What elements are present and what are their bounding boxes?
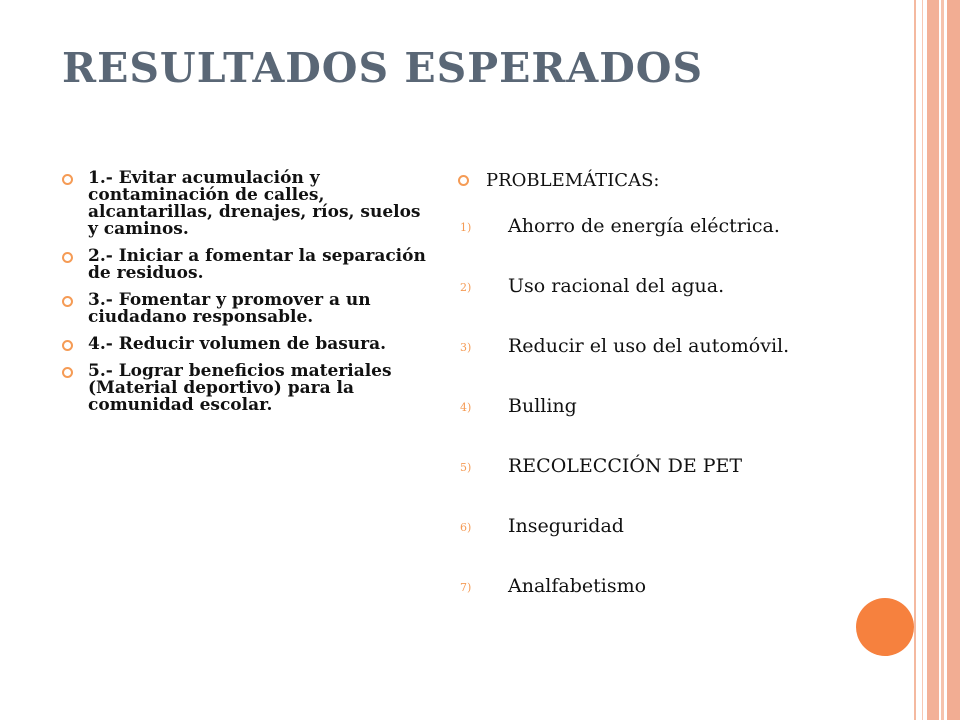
list-item-text: Ahorro de energía eléctrica. <box>508 215 780 237</box>
expected-results-list <box>62 170 430 414</box>
list-item-text: RECOLECCIÓN DE PET <box>508 455 743 477</box>
list-item-text: 5.- Lograr beneficios materiales (Material deportivo) para la comunidad escolar. <box>88 361 392 415</box>
list-item <box>458 275 858 335</box>
list-item <box>62 292 430 326</box>
slide-title: RESULTADOS ESPERADOS <box>62 44 704 92</box>
list-item <box>458 395 858 455</box>
list-item-text: 2.- Iniciar a fomentar la separación de residuos. <box>88 246 426 283</box>
problematicas-header-text: PROBLEMÁTICAS: <box>486 170 660 191</box>
list-item-number: 1) <box>460 221 472 234</box>
expected-results-column <box>62 170 430 424</box>
list-item <box>458 335 858 395</box>
list-item-text: Bulling <box>508 395 577 417</box>
list-item <box>62 363 430 414</box>
list-item-number: 6) <box>460 521 472 534</box>
list-item <box>458 575 858 635</box>
list-item-text: 1.- Evitar acumulación y contaminación de calles, alcantarillas, drenajes, ríos, suelos y caminos. <box>88 168 421 239</box>
list-item-text: Inseguridad <box>508 515 624 537</box>
list-item-number: 2) <box>460 281 472 294</box>
list-item <box>458 515 858 575</box>
bullet-ring-icon <box>62 174 73 185</box>
list-item-number: 4) <box>460 401 472 414</box>
list-item-number: 3) <box>460 341 472 354</box>
bullet-ring-icon <box>62 367 73 378</box>
decorative-orange-circle <box>856 598 914 656</box>
list-item-number: 5) <box>460 461 472 474</box>
problematicas-list <box>458 215 858 635</box>
list-item <box>458 215 858 275</box>
list-item <box>62 336 430 353</box>
list-item <box>62 170 430 238</box>
list-item <box>458 455 858 515</box>
list-item-text: 3.- Fomentar y promover a un ciudadano responsable. <box>88 290 371 327</box>
problematicas-column <box>458 170 858 635</box>
bullet-ring-icon <box>62 252 73 263</box>
list-item-number: 7) <box>460 581 472 594</box>
bullet-ring-icon <box>62 340 73 351</box>
problematicas-header <box>458 170 858 192</box>
list-item-text: Analfabetismo <box>508 575 647 597</box>
decorative-side-stripes <box>914 0 960 720</box>
bullet-ring-icon <box>458 175 469 186</box>
list-item-text: 4.- Reducir volumen de basura. <box>88 334 387 354</box>
list-item-text: Reducir el uso del automóvil. <box>508 335 790 357</box>
list-item <box>62 248 430 282</box>
list-item-text: Uso racional del agua. <box>508 275 725 297</box>
bullet-ring-icon <box>62 296 73 307</box>
